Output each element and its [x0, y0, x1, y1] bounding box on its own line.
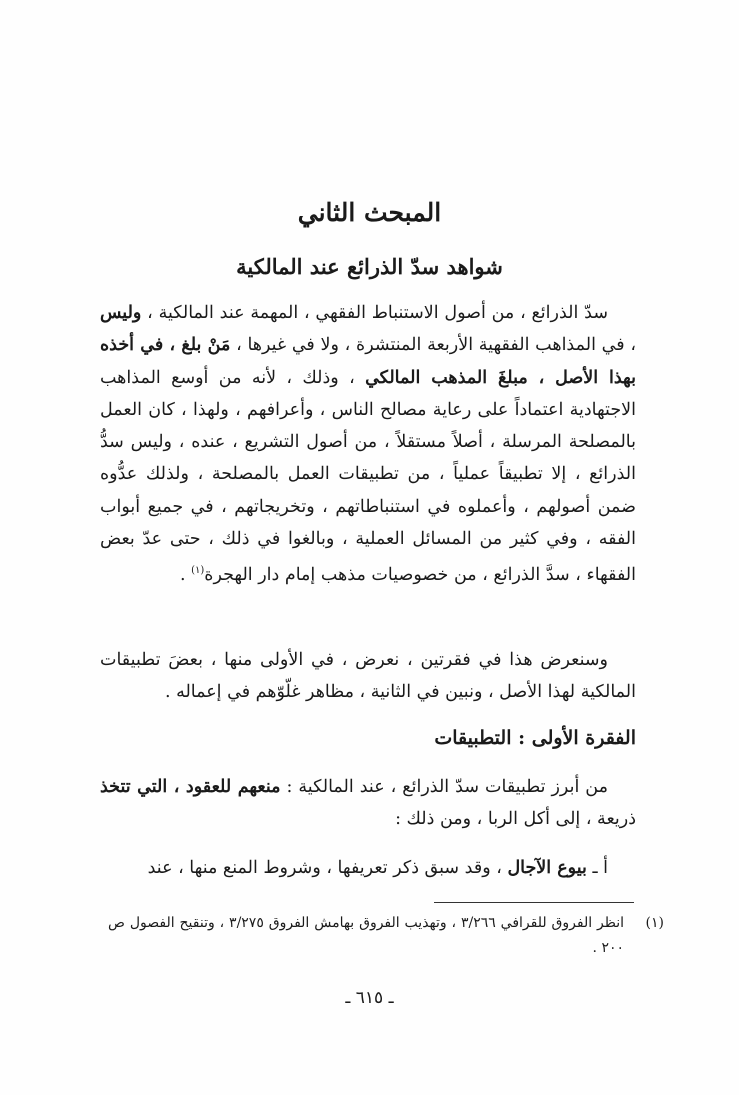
- paragraph-3-bold: منعهم للعقود ، التي تتخذ: [100, 777, 281, 797]
- footnote: [108, 911, 664, 961]
- section-heading: الفقرة الأولى : التطبيقات: [434, 727, 636, 749]
- list-marker: أ ـ: [586, 858, 608, 878]
- chapter-subtitle: شواهد سدّ الذرائع عند المالكية: [236, 254, 503, 279]
- paragraph-1-bold-b: مَنْ بلغ ، في أخذه بهذا الأصل ، مبلغَ المذهب المالكي: [100, 335, 636, 388]
- footnote-text: انظر الفروق للقرافي ٣/٢٦٦ ، وتهذيب الفروق بهامش الفروق ٣/٢٧٥ ، وتنقيح الفصول ص ٢٠٠ .: [108, 915, 624, 956]
- paragraph-1-end: .: [179, 565, 192, 586]
- footnote-divider: [434, 902, 634, 903]
- paragraph-3: [100, 771, 636, 836]
- paragraph-4-bold: بيوع الآجال: [507, 858, 587, 878]
- paragraph-4: [100, 852, 636, 884]
- paragraph-1: [100, 297, 636, 592]
- chapter-title: المبحث الثاني: [297, 198, 442, 227]
- paragraph-1-text-c: ، وذلك ، لأنه من أوسع المذاهب الاجتهادية اعتماداً على رعاية مصالح الناس ، وأعرافهم ، ولهذا ، كان العمل بالمصلحة المرسلة ، أصلاً مستقلاً ، من أصول التشريع ، عنده ، وليس سدُّ الذرائع ، إلا تطبيقاً عملياً ، من تطبيقات العمل بالمصلحة ، ولذلك عدُّوه ضمن أصولهم ، وأعملوه في استنباطاتهم ، وتخريجاتهم ، في جميع أبواب الفقه ، وفي كثير من المسائل العملية ، وبالغوا في ذلك ، حتى عدّ بعض الفقهاء ، سدَّ الذرائع ، من خصوصيات مذهب إمام دار الهجرة: [100, 367, 636, 586]
- paragraph-3-text-b: ذريعة ، إلى أكل الربا ، ومن ذلك :: [395, 809, 636, 830]
- paragraph-1-bold-a: وليس: [100, 303, 142, 323]
- page-number: ـ ٦١٥ ـ: [345, 988, 394, 1008]
- paragraph-1-text-a: سدّ الذرائع ، من أصول الاستنباط الفقهي ، المهمة عند المالكية ،: [141, 303, 608, 323]
- footnote-number: (١): [645, 915, 664, 931]
- paragraph-4-text: ، وقد سبق ذكر تعريفها ، وشروط المنع منها ، عند: [147, 858, 508, 878]
- paragraph-2: وسنعرض هذا في فقرتين ، نعرض ، في الأولى منها ، بعضَ تطبيقات المالكية لهذا الأصل ، ونبين في الثانية ، مظاهر غلّوّهم في إعماله .: [100, 650, 636, 703]
- paragraph-1-text-b: ، في المذاهب الفقهية الأربعة المنتشرة ، ولا في غيرها ،: [230, 335, 636, 356]
- footnote-reference[interactable]: (١): [191, 565, 205, 577]
- paragraph-3-text-a: من أبرز تطبيقات سدّ الذرائع ، عند المالكية :: [280, 777, 608, 797]
